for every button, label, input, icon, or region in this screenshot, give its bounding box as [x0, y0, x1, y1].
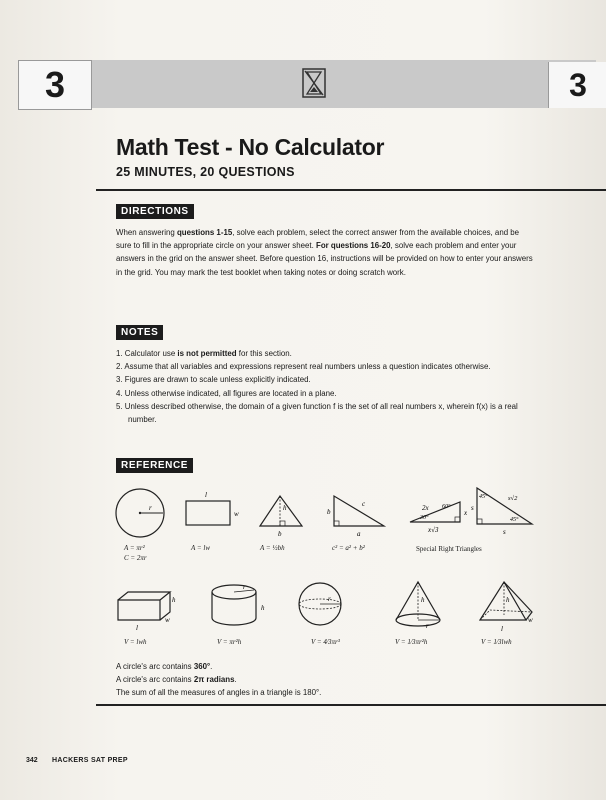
svg-text:h: h [421, 596, 425, 604]
reference-tag: REFERENCE [116, 458, 193, 473]
publisher-name: HACKERS SAT PREP [52, 757, 128, 764]
note-item: 2. Assume that all variables and expressions represent real numbers unless a question indicates otherwise. [116, 362, 491, 372]
fact-arc-degrees: A circle's arc contains 360°. [116, 662, 213, 671]
section-number-right: 3 [548, 62, 606, 108]
note-item: 1. Calculator use is not permitted for this section. [116, 349, 292, 358]
title-divider [96, 189, 606, 191]
directions-tag: DIRECTIONS [116, 204, 194, 219]
svg-text:b: b [278, 530, 282, 538]
formula-triangle-area: A = ½bh [260, 544, 285, 552]
fact-triangle-angles: The sum of all the measures of angles in a triangle is 180°. [116, 688, 322, 697]
note-item: 4. Unless otherwise indicated, all figures are located in a plane. [116, 388, 337, 398]
triangle-figure [260, 496, 302, 538]
svg-text:w: w [528, 616, 533, 624]
formula-circle-area: A = πr² [124, 544, 145, 552]
svg-text:c: c [362, 500, 366, 508]
bottom-divider [96, 704, 606, 706]
no-calculator-icon [302, 68, 326, 98]
fact-arc-radians: A circle's arc contains 2π radians. [116, 675, 237, 684]
sphere-figure [299, 583, 341, 625]
svg-text:r: r [328, 595, 331, 603]
circle-figure [116, 489, 164, 537]
svg-text:r: r [426, 622, 429, 630]
page-title: Math Test - No Calculator [116, 134, 385, 160]
right-triangle-figure [327, 496, 384, 538]
svg-text:w: w [165, 616, 170, 624]
svg-text:45°: 45° [510, 517, 519, 523]
formula-pyramid-volume: V = 1⁄3lwh [481, 638, 512, 646]
rectangular-box-figure [118, 592, 176, 632]
svg-text:b: b [327, 508, 331, 516]
formula-cone-volume: V = 1⁄3πr²h [395, 638, 428, 646]
cone-figure [396, 582, 440, 630]
formula-sphere-volume: V = 4⁄3πr³ [311, 638, 340, 646]
special-right-triangles-label: Special Right Triangles [416, 545, 482, 553]
svg-text:30°: 30° [420, 515, 429, 521]
cylinder-figure [212, 583, 265, 625]
directions-text: When answering questions 1-15, solve each problem, select the correct answer from the available choices, and be sure to fill in the appropriate circle on your answer sheet. For questions 16-20, solve each problem and enter your answers in the grid on the answer sheet. Before question 16, instructions will be provided on how to enter your answers in the grid. You may mark the test booklet when taking notes or doing scratch work. [116, 228, 533, 277]
svg-text:x: x [464, 509, 468, 517]
page-subtitle: 25 MINUTES, 20 QUESTIONS [116, 165, 295, 179]
svg-text:h: h [261, 604, 265, 612]
formula-circle-circumference: C = 2πr [124, 554, 147, 562]
svg-text:s: s [471, 504, 474, 512]
formula-rect-area: A = lw [191, 544, 210, 552]
thirty-sixty-ninety-triangle [410, 502, 468, 534]
svg-text:h: h [506, 596, 510, 604]
section-number-left: 3 [18, 60, 92, 110]
note-item: 5. Unless described otherwise, the domain of a given function f is the set of all real numbers x, wherein f(x) is a real number. [116, 401, 518, 425]
notes-list [116, 347, 536, 426]
pyramid-figure [480, 582, 533, 633]
reference-facts [116, 660, 321, 699]
label-r: r [149, 504, 152, 512]
formula-pythagorean: c² = a² + b² [332, 544, 365, 552]
svg-text:h: h [172, 596, 176, 604]
svg-text:a: a [357, 530, 361, 538]
note-item: 3. Figures are drawn to scale unless explicitly indicated. [116, 375, 311, 385]
svg-text:w: w [234, 510, 239, 518]
svg-text:l: l [136, 624, 138, 632]
svg-text:s: s [503, 528, 506, 536]
svg-text:r: r [243, 583, 246, 591]
page-number: 342 [26, 757, 38, 764]
formula-cylinder-volume: V = πr²h [217, 638, 242, 646]
svg-text:s√2: s√2 [508, 495, 518, 502]
svg-text:l: l [501, 625, 503, 633]
svg-text:h: h [283, 504, 287, 512]
svg-text:x√3: x√3 [428, 526, 439, 534]
svg-text:45°: 45° [479, 494, 488, 500]
notes-tag: NOTES [116, 325, 163, 340]
reference-figures-row1 [112, 486, 602, 546]
rectangle-figure [186, 491, 239, 525]
svg-text:2x: 2x [422, 504, 429, 512]
formula-box-volume: V = lwh [124, 638, 147, 646]
svg-text:l: l [205, 491, 207, 499]
svg-text:60°: 60° [442, 504, 451, 510]
reference-figures-row2 [112, 580, 552, 642]
forty-five-triangle [471, 488, 532, 536]
